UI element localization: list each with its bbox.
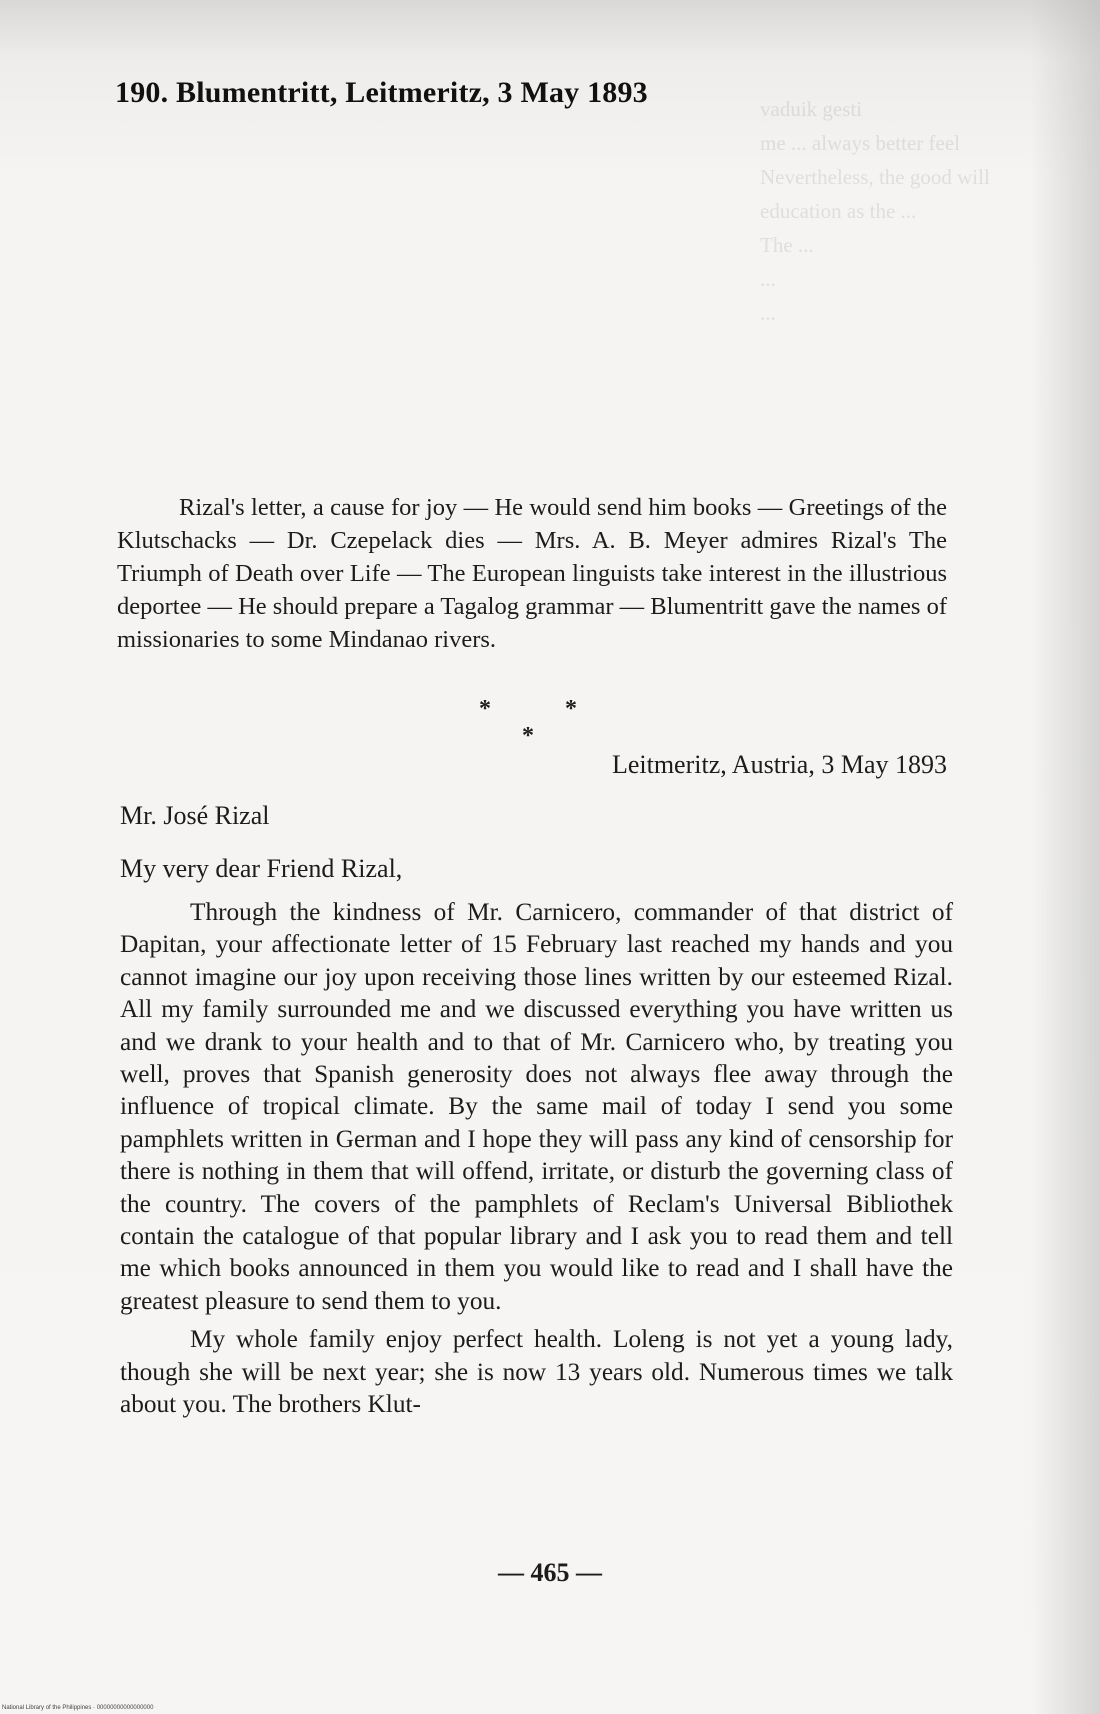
letter-heading: 190. Blumentritt, Leitmeritz, 3 May 1893 — [115, 76, 648, 109]
bleed-through-text — [760, 92, 1000, 330]
page-number: — 465 — — [498, 1558, 602, 1587]
letter-summary: Rizal's letter, a cause for joy — He would send him books — Greetings of the Klutschacks — Dr. Czepelack dies — Mrs. A. B. Meyer admires Rizal's The Triumph of Death over Life — The European linguists take interest in the illustrious deportee — He should prepare a Tagalog grammar — Blumentritt gave the names of missionaries to some Mindanao rivers. — [117, 494, 947, 653]
bleed-line: The ... — [760, 233, 814, 257]
scan-credit-footer: National Library of the Philippines · 00000000000000000 — [2, 1705, 154, 1711]
letter-recipient: Mr. José Rizal — [120, 801, 270, 830]
page-edge-shadow — [1030, 0, 1100, 1714]
body-paragraph: My whole family enjoy perfect health. Loleng is not yet a young lady, though she will be next year; she is now 13 years old. Numerous times we talk about you. The brothers Klut- — [120, 1325, 953, 1419]
bleed-line: ... — [760, 301, 776, 325]
bleed-line: ... — [760, 267, 776, 291]
bleed-line: vaduik gesti — [760, 97, 863, 121]
bleed-line: me ... always better feel — [760, 131, 960, 155]
section-separator: * * * — [479, 696, 611, 749]
letter-body — [120, 896, 953, 1427]
bleed-line: education as the ... — [760, 199, 917, 223]
bleed-line: Nevertheless, the good will — [760, 165, 990, 189]
body-paragraph: Through the kindness of Mr. Carnicero, commander of that district of Dapitan, your affectionate letter of 15 February last reached my hands and you cannot imagine our joy upon receiving those lines written by our esteemed Rizal. All my family surrounded me and we discussed everything you have written us and we drank to your health and to that of Mr. Carnicero who, by treating you well, proves that Spanish generosity does not always flee away through the influence of tropical climate. By the same mail of today I send you some pamphlets written in German and I hope they will pass any kind of censorship for there is nothing in them that will offend, irritate, or disturb the governing class of the country. The covers of the pamphlets of Reclam's Universal Bibliothek contain the catalogue of that popular library and I ask you to read them and tell me which books announced in them you would like to read and I shall have the greatest pleasure to send them to you. — [120, 898, 953, 1315]
letter-dateline: Leitmeritz, Austria, 3 May 1893 — [611, 750, 947, 779]
letter-salutation: My very dear Friend Rizal, — [120, 854, 403, 883]
